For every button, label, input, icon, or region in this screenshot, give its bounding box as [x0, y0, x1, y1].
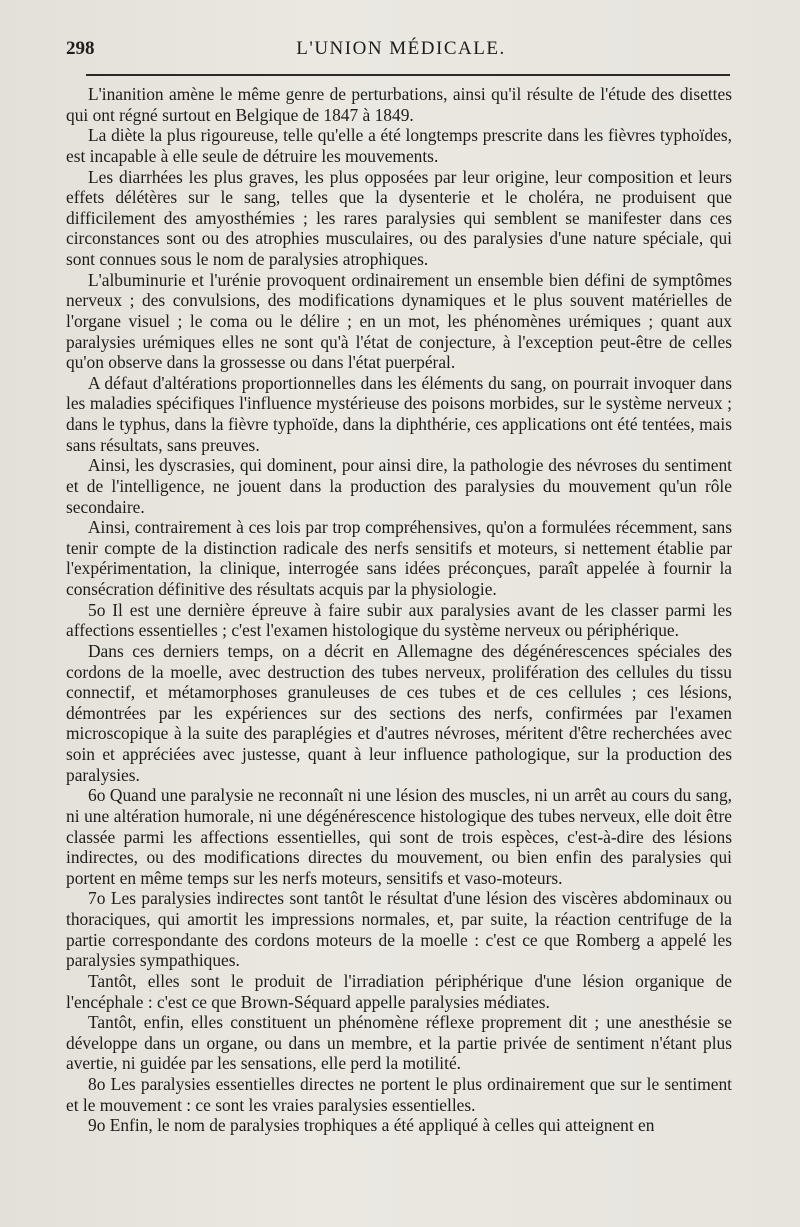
paragraph: Ainsi, les dyscrasies, qui dominent, pour ainsi dire, la pathologie des névroses du sentiment et de l'intelligence, ne jouent dans la production des paralysies du mouvement qu'un rôle secondaire. [66, 455, 732, 517]
page-number: 298 [66, 38, 95, 59]
paragraph: A défaut d'altérations proportionnelles dans les éléments du sang, on pourrait invoquer dans les maladies spécifiques l'influence mystérieuse des poisons morbides, sur le système nerveux ; dans le typhus, dans la fièvre typhoïde, dans la diphthérie, ces applications ont été tentées, mais sans résultats, sans preuves. [66, 372, 732, 455]
paragraph: 5o Il est une dernière épreuve à faire subir aux paralysies avant de les classer parmi les affections essentielles ; c'est l'examen histologique du système nerveux ou périphérique. [66, 599, 732, 641]
paragraph: Tantôt, enfin, elles constituent un phénomène réflexe proprement dit ; une anesthésie se développe dans un organe, ou dans un membre, et la partie privée de sentiment n'étant plus avertie, ni guidée par les sensations, elle perd la motilité. [66, 1012, 732, 1074]
paragraph: L'inanition amène le même genre de perturbations, ainsi qu'il résulte de l'étude des disettes qui ont régné surtout en Belgique de 1847 à 1849. [66, 84, 732, 125]
paragraph: La diète la plus rigoureuse, telle qu'elle a été longtemps prescrite dans les fièvres typhoïdes, est incapable à elle seule de détruire les mouvements. [66, 125, 732, 166]
paragraph: 9o Enfin, le nom de paralysies trophiques a été appliqué à celles qui atteignent en [88, 1115, 655, 1136]
body-text [66, 84, 732, 1136]
paragraph: 8o Les paralysies essentielles directes ne portent le plus ordinairement que sur le sentiment et le mouvement : ce sont les vraies paralysies essentielles. [66, 1074, 732, 1115]
page-header [66, 38, 736, 68]
paragraph: Dans ces derniers temps, on a décrit en Allemagne des dégénérescences spéciales des cordons de la moelle, avec destruction des tubes nerveux, prolifération des cellules du tissu connectif, et métamorphoses granuleuses de ces tubes et de ces cellules ; ces lésions, démontrées par les expériences sur des sections des nerfs, confirmées par l'examen microscopique à la suite des paraplégies et d'autres névroses, méritent d'être recherchées avec soin et appréciées avec justesse, quant à leur influence pathologique, sur la production des paralysies. [66, 640, 732, 785]
paragraph: 6o Quand une paralysie ne reconnaît ni une lésion des muscles, ni un arrêt au cours du sang, ni une altération humorale, ni une dégénérescence histologique des tubes nerveux, elle doit être classée parmi les affections essentielles, qui sont de trois espèces, c'est-à-dire des lésions indirectes, ou des modifications directes du mouvement, ou bien enfin des paralysies qui portent en même temps sur les nerfs moteurs, sensitifs et vaso-moteurs. [66, 785, 732, 888]
header-rule [86, 74, 730, 76]
paragraph: L'albuminurie et l'urénie provoquent ordinairement un ensemble bien défini de symptômes nerveux ; des convulsions, des modifications dynamiques et le plus souvent matérielles de l'organe visuel ; le coma ou le délire ; en un mot, les phénomènes urémiques ; quant aux paralysies urémiques elles ne sont qu'à l'état de conjecture, à l'exception peut-être de celles qu'on observe dans la grossesse ou dans l'état puerpéral. [66, 269, 732, 373]
paragraph: Tantôt, elles sont le produit de l'irradiation périphérique d'une lésion organique de l'encéphale : c'est ce que Brown-Séquard appelle paralysies médiates. [66, 970, 732, 1012]
paragraph: Ainsi, contrairement à ces lois par trop compréhensives, qu'on a formulées récemment, sans tenir compte de la distinction radicale des nerfs sensitifs et moteurs, si nettement établie par l'expérimentation, la clinique, interrogée sans idées préconçues, paraît appelée à fournir la consécration définitive des résultats acquis par la physiologie. [66, 517, 732, 599]
paragraph: 7o Les paralysies indirectes sont tantôt le résultat d'une lésion des viscères abdominaux ou thoraciques, qui amortit les impressions normales, et, par suite, la réaction centrifuge de la partie correspondante des cordons moteurs de la moelle : c'est ce que Romberg a appelé les paralysies sympathiques. [66, 888, 732, 971]
running-title: L'UNION MÉDICALE. [296, 38, 506, 59]
paragraph: Les diarrhées les plus graves, les plus opposées par leur origine, leur composition et leurs effets délétères sur le sang, telles que la dysenterie et le choléra, ne produisent que difficilement des amyosthémies ; les rares paralysies qui semblent se manifester dans ces circonstances sont ou des atrophies musculaires, ou des paralysies d'une nature spéciale, qui sont connues sous le nom de paralysies atrophiques. [66, 166, 732, 269]
